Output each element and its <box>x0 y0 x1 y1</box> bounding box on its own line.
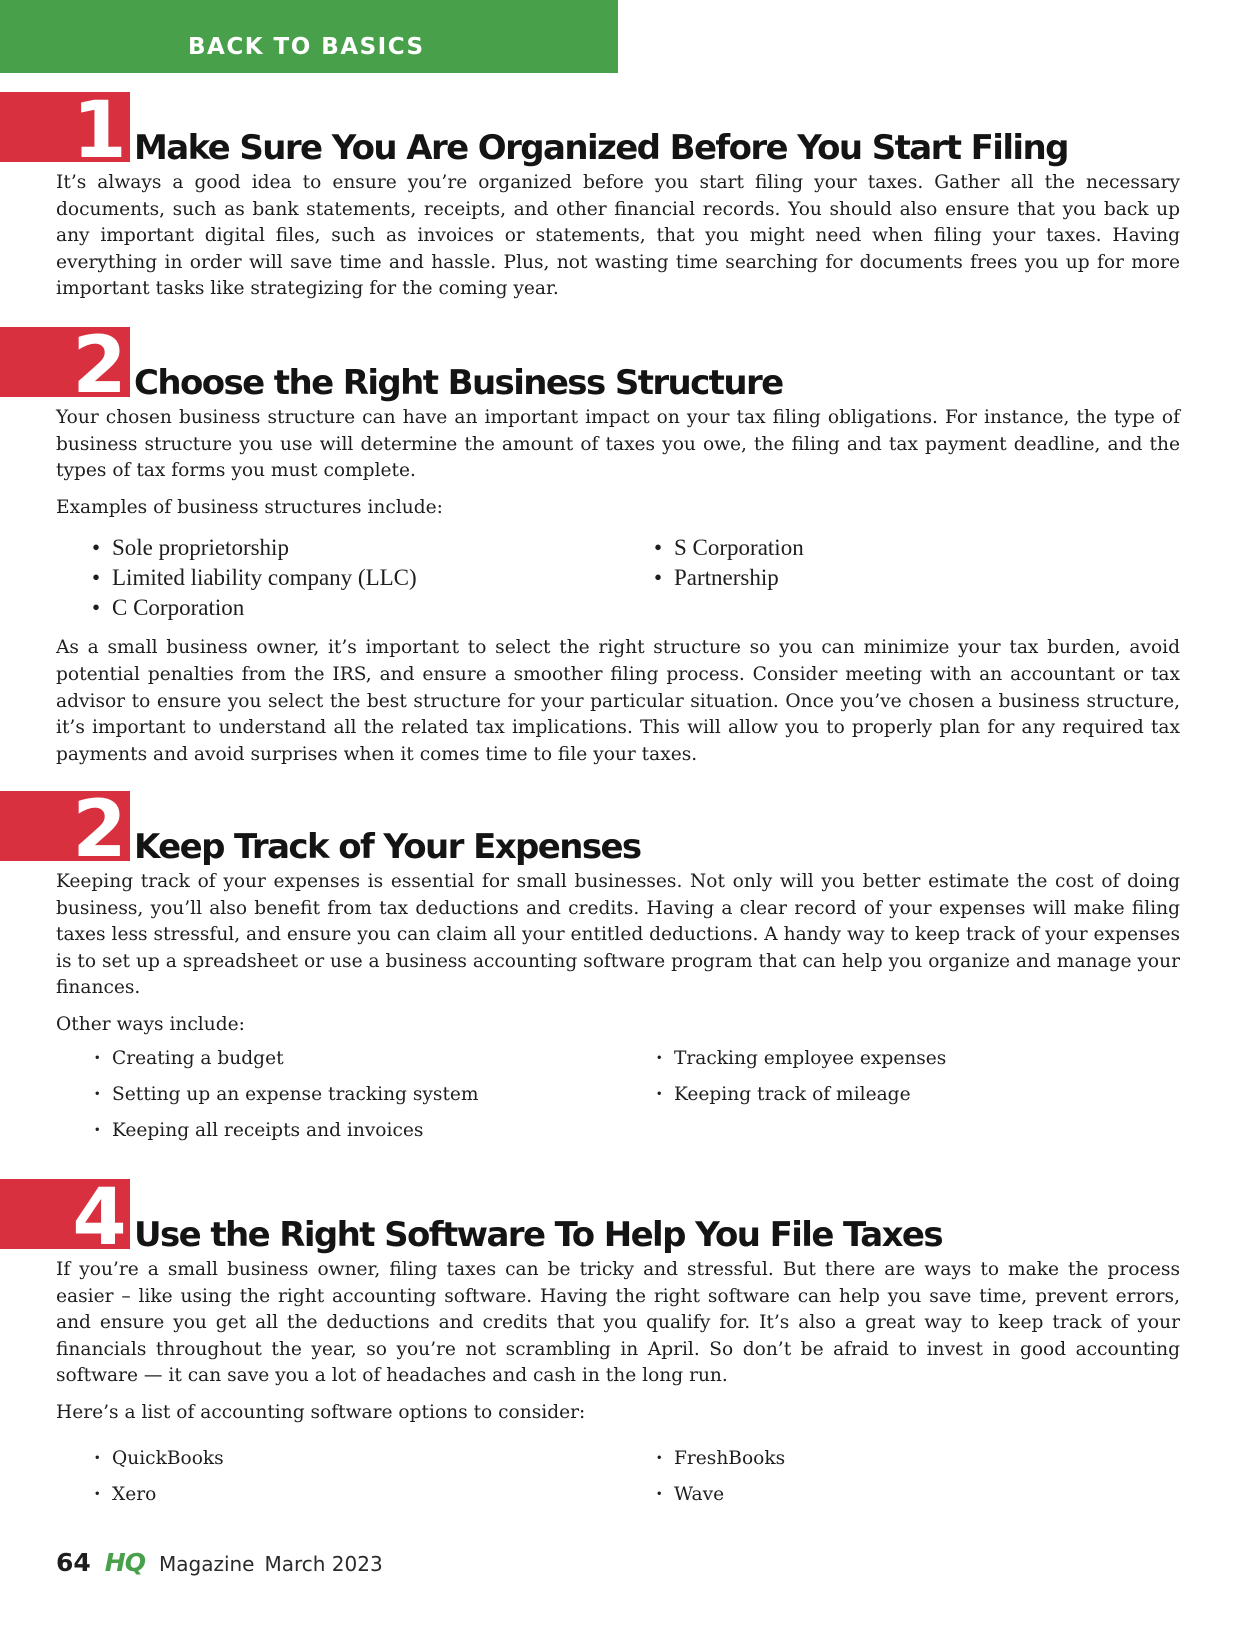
list-item: • Partnership <box>618 563 1180 593</box>
number-block <box>0 791 130 861</box>
paragraph: As a small business owner, it’s important to select the right structure so you can minimize your tax burden, avoid potential penalties from the IRS, and ensure a smoother filing process. Consider meeting with an accountant or tax advisor to ensure you select the best structure for your particular situation. Once you’ve chosen a business structure, it’s important to understand all the related tax implications. This will allow you to properly plan for any required tax payments and avoid surprises when it comes time to file your taxes. <box>56 637 1180 765</box>
hq-logo: HQ <box>104 1548 145 1577</box>
paragraph: It’s always a good idea to ensure you’re organized before you start filing your taxes. Gather all the necessary documents, such as bank statements, receipts, and other financial records. You should also ensure that you back up any important digital files, such as invoices or statements, that you might need when filing your taxes. Having everything in order will save time and hassle. Plus, not wasting time searching for documents frees you up for more important tasks like strategizing for the coming year. <box>56 172 1180 300</box>
bullet-list-right <box>618 533 1180 623</box>
number-block <box>0 92 130 162</box>
list-item: · Xero <box>56 1477 618 1513</box>
list-item: • Limited liability company (LLC) <box>56 563 618 593</box>
section-number: 2 <box>72 327 124 397</box>
list-item: · FreshBooks <box>618 1441 1180 1477</box>
bullet-list-left <box>56 533 618 623</box>
section-number: 2 <box>72 791 124 861</box>
section-heading: Keep Track of Your Expenses <box>134 827 641 867</box>
page-number: 64 <box>56 1548 91 1577</box>
section-number: 1 <box>72 92 124 162</box>
list-intro: Here’s a list of accounting software options to consider: <box>56 1401 586 1423</box>
section-number: 4 <box>72 1179 124 1249</box>
list-intro: Other ways include: <box>56 1013 245 1035</box>
section-body <box>56 1257 1180 1513</box>
section-body <box>56 869 1180 1149</box>
section-heading: Make Sure You Are Organized Before You Start Filing <box>134 128 1068 168</box>
number-block <box>0 1179 130 1249</box>
section-banner <box>0 0 618 73</box>
section-body <box>56 170 1180 313</box>
list-item: · Keeping track of mileage <box>618 1077 1180 1113</box>
list-item: · Creating a budget <box>56 1041 618 1077</box>
bullet-columns <box>56 1441 1180 1513</box>
section-body <box>56 405 1180 778</box>
bullet-list-right <box>618 1441 1180 1513</box>
issue-date: March 2023 <box>264 1552 383 1576</box>
list-item: · Setting up an expense tracking system <box>56 1077 618 1113</box>
list-item: · Tracking employee expenses <box>618 1041 1180 1077</box>
bullet-columns <box>56 533 1180 623</box>
list-item: • S Corporation <box>618 533 1180 563</box>
banner-label: BACK TO BASICS <box>188 34 425 60</box>
magazine-name: Magazine <box>158 1552 255 1576</box>
section-heading: Choose the Right Business Structure <box>134 363 783 403</box>
paragraph: Keeping track of your expenses is essential for small businesses. Not only will you better estimate the cost of doing business, you’ll also benefit from tax deductions and credits. Having a clear record of your expenses will make filing taxes less stressful, and ensure you can claim all your entitled deductions. A handy way to keep track of your expenses is to set up a spreadsheet or use a business accounting software program that can help you organize and manage your finances. <box>56 871 1181 999</box>
list-intro: Examples of business structures include: <box>56 496 443 518</box>
page-footer <box>56 1548 383 1582</box>
bullet-columns <box>56 1041 1180 1149</box>
paragraph: Your chosen business structure can have an important impact on your tax filing obligations. For instance, the type of business structure you use will determine the amount of taxes you owe, the filing and tax payment deadline, and the types of tax forms you must complete. <box>56 407 1180 482</box>
bullet-list-left <box>56 1441 618 1513</box>
bullet-list-right <box>618 1041 1180 1149</box>
list-item: · Wave <box>618 1477 1180 1513</box>
paragraph: If you’re a small business owner, filing taxes can be tricky and stressful. But there are ways to make the process easier – like using the right accounting software. Having the right software can help you save time, prevent errors, and ensure you get all the deductions and credits that you qualify for. It’s also a great way to keep track of your financials throughout the year, so you’re not scrambling in April. So don’t be afraid to invest in good accounting software — it can save you a lot of headaches and cash in the long run. <box>56 1259 1180 1387</box>
list-item: · Keeping all receipts and invoices <box>56 1113 618 1149</box>
bullet-list-left <box>56 1041 618 1149</box>
list-item: • Sole proprietorship <box>56 533 618 563</box>
section-heading: Use the Right Software To Help You File Taxes <box>134 1215 942 1255</box>
number-block <box>0 327 130 397</box>
list-item: • C Corporation <box>56 593 618 623</box>
list-item: · QuickBooks <box>56 1441 618 1477</box>
